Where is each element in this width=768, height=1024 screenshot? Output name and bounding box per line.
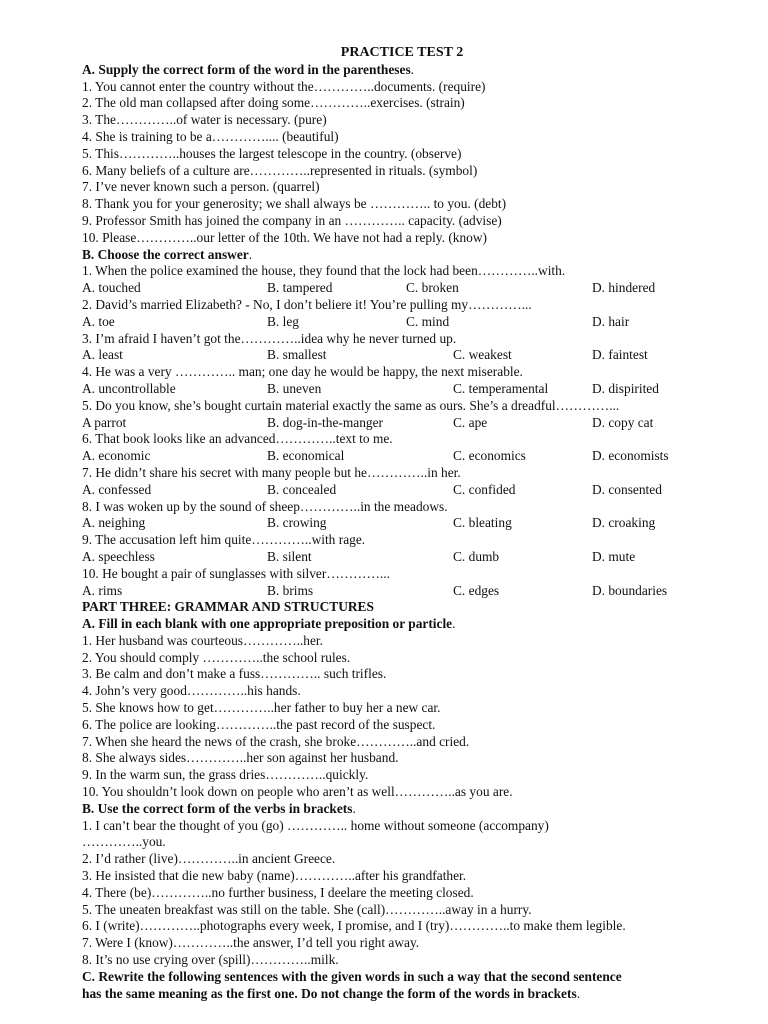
question-item: 1. Her husband was courteous…………..her. (82, 632, 323, 648)
answer-options (82, 583, 722, 600)
question-item: …………..you. (82, 834, 166, 850)
question-item: 3. The…………..of water is necessary. (pure) (82, 112, 327, 128)
question-item: 6. I (write)…………..photographs every week, I promise, and I (try)…………..to make them legible. (82, 918, 626, 934)
answer-option: D. faintest (592, 347, 648, 363)
answer-option: C. economics (453, 448, 526, 464)
answer-option: D. croaking (592, 515, 656, 531)
question-item: 4. He was a very ………….. man; one day he would be happy, the next miserable. (82, 364, 523, 380)
question-item: 7. Were I (know)…………..the answer, I’d tell you right away. (82, 935, 420, 951)
question-item: 4. John’s very good…………..his hands. (82, 683, 301, 699)
part-a-heading: A. Supply the correct form of the word in the parentheses. (82, 61, 415, 77)
section-c-heading-line-1: C. Rewrite the following sentences with the given words in such a way that the second sentence (82, 968, 622, 984)
page-title: PRACTICE TEST 2 (340, 45, 464, 60)
answer-option: D. boundaries (592, 582, 668, 598)
part-b-heading: B. Choose the correct answer. (82, 246, 253, 262)
answer-options (82, 381, 722, 398)
answer-option: B. concealed (267, 481, 337, 497)
answer-option: A. confessed (82, 481, 152, 497)
question-item: 8. She always sides…………..her son against her husband. (82, 750, 399, 766)
answer-option: A. touched (82, 280, 141, 296)
answer-option: D. hair (592, 313, 630, 329)
question-item: 9. In the warm sun, the grass dries…………..quickly. (82, 767, 369, 783)
answer-option: A. least (82, 347, 123, 363)
question-item: 5. She knows how to get…………..her father to buy her a new car. (82, 700, 441, 716)
question-item: 7. I’ve never known such a person. (quarrel) (82, 179, 320, 195)
answer-option: B. economical (267, 448, 345, 464)
answer-option: D. dispirited (592, 380, 659, 396)
answer-option: B. brims (267, 582, 314, 598)
question-item: 5. Do you know, she’s bought curtain material exactly the same as ours. She’s a dreadful…………... (82, 397, 620, 413)
section-a-list (82, 633, 722, 801)
section-b-heading: B. Use the correct form of the verbs in brackets. (82, 800, 356, 816)
question-item: 9. The accusation left him quite…………..with rage. (82, 532, 366, 548)
section-a-heading: A. Fill in each blank with one appropriate preposition or particle. (82, 616, 456, 632)
answer-option: D. consented (592, 481, 662, 497)
answer-option: A parrot (82, 414, 127, 430)
question-item: 1. When the police examined the house, they found that the lock had been…………..with. (82, 263, 566, 279)
answer-option: B. smallest (267, 347, 327, 363)
question-item: 6. That book looks like an advanced…………..text to me. (82, 431, 393, 447)
question-item: 8. Thank you for your generosity; we shall always be ………….. to you. (debt) (82, 196, 507, 212)
part-a-list (82, 79, 722, 247)
answer-option: A. neighing (82, 515, 146, 531)
question-item: 10. Please…………..our letter of the 10th. We have not had a reply. (know) (82, 229, 487, 245)
answer-option: B. dog-in-the-manger (267, 414, 384, 430)
answer-option: A. economic (82, 448, 151, 464)
question-item: 4. There (be)…………..no further business, I deelare the meeting closed. (82, 884, 474, 900)
question-item: 1. You cannot enter the country without the…………..documents. (require) (82, 78, 486, 94)
answer-options (82, 415, 722, 432)
answer-option: B. silent (267, 548, 312, 564)
answer-option: D. copy cat (592, 414, 654, 430)
question-item: 2. The old man collapsed after doing some…………..exercises. (strain) (82, 95, 465, 111)
question-item: 6. The police are looking…………..the past record of the suspect. (82, 716, 436, 732)
section-c-heading-line-2: has the same meaning as the first one. Do not change the form of the words in brackets. (82, 985, 581, 1001)
answer-options (82, 482, 722, 499)
answer-option: C. edges (453, 582, 500, 598)
question-item: 4. She is training to be a………….... (beautiful) (82, 128, 339, 144)
answer-options (82, 347, 722, 364)
answer-option: A. rims (82, 582, 123, 598)
question-item: 3. Be calm and don’t make a fuss………….. such trifles. (82, 666, 387, 682)
answer-option: C. broken (406, 280, 459, 296)
question-item: 5. This…………..houses the largest telescope in the country. (observe) (82, 145, 462, 161)
question-item: 10. You shouldn’t look down on people who aren’t as well…………..as you are. (82, 784, 513, 800)
answer-option: C. bleating (453, 515, 512, 531)
answer-option: A. speechless (82, 548, 155, 564)
answer-option: D. hindered (592, 280, 656, 296)
part-three-heading: PART THREE: GRAMMAR AND STRUCTURES (82, 599, 374, 615)
answer-option: A. uncontrollable (82, 380, 176, 396)
answer-option: C. temperamental (453, 380, 549, 396)
question-item: 7. When she heard the news of the crash, she broke…………..and cried. (82, 733, 470, 749)
answer-option: B. leg (267, 313, 299, 329)
answer-option: C. mind (406, 313, 450, 329)
answer-options (82, 314, 722, 331)
answer-option: B. tampered (267, 280, 333, 296)
answer-option: B. crowing (267, 515, 327, 531)
answer-option: C. dumb (453, 548, 500, 564)
question-item: 10. He bought a pair of sunglasses with silver…………... (82, 565, 390, 581)
question-item: 3. I’m afraid I haven’t got the…………..idea why he never turned up. (82, 330, 457, 346)
question-item: 9. Professor Smith has joined the company in an ………….. capacity. (advise) (82, 212, 502, 228)
question-item: 8. I was woken up by the sound of sheep…………..in the meadows. (82, 498, 448, 514)
question-item: 7. He didn’t share his secret with many people but he…………..in her. (82, 464, 461, 480)
answer-option: A. toe (82, 313, 115, 329)
question-item: 3. He insisted that die new baby (name)…………..after his grandfather. (82, 868, 467, 884)
question-item: 6. Many beliefs of a culture are…………..represented in rituals. (symbol) (82, 162, 478, 178)
part-b-list (82, 263, 722, 599)
answer-options (82, 448, 722, 465)
answer-option: B. uneven (267, 380, 322, 396)
question-item: 1. I can’t bear the thought of you (go) ………….. home without someone (accompany) (82, 817, 549, 833)
answer-option: C. weakest (453, 347, 512, 363)
question-item: 2. I’d rather (live)…………..in ancient Greece. (82, 851, 336, 867)
answer-options (82, 549, 722, 566)
answer-options (82, 280, 722, 297)
answer-option: D. economists (592, 448, 669, 464)
answer-option: C. confided (453, 481, 516, 497)
question-item: 5. The uneaten breakfast was still on the table. She (call)…………..away in a hurry. (82, 901, 532, 917)
answer-option: C. ape (453, 414, 488, 430)
question-item: 2. David’s married Elizabeth? - No, I don’t beliere it! You’re pulling my…………... (82, 296, 532, 312)
answer-option: D. mute (592, 548, 636, 564)
question-item: 2. You should comply …………..the school rules. (82, 649, 351, 665)
document-page (82, 45, 722, 1002)
question-item: 8. It’s no use crying over (spill)…………..milk. (82, 952, 339, 968)
answer-options (82, 515, 722, 532)
section-b-list (82, 818, 722, 969)
